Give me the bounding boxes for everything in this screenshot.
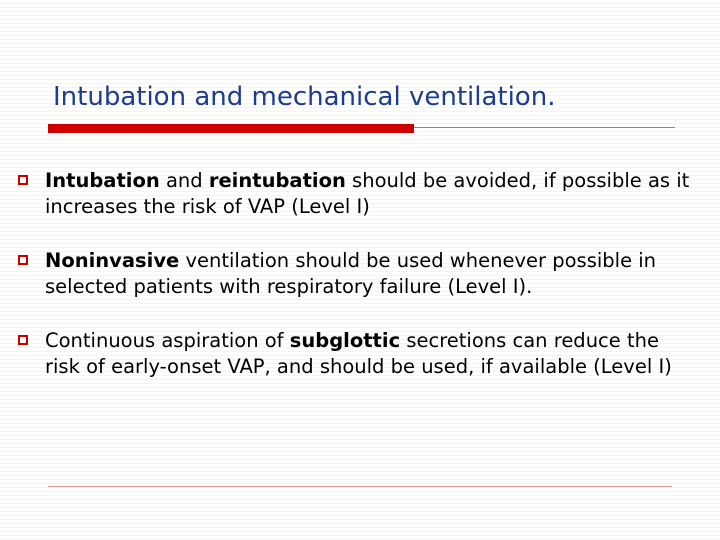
square-bullet-icon	[18, 255, 28, 265]
bullet-text-segment: and	[159, 169, 209, 192]
bullet-text-segment: Continuous aspiration of	[45, 329, 290, 352]
bullet-text-segment: reintubation	[208, 169, 346, 192]
bullet-text-segment: ventilation should be used whenever possible in selected patients with respiratory failure (Level I).	[45, 249, 657, 298]
slide-title: Intubation and mechanical ventilation.	[53, 82, 556, 112]
bullet-item	[18, 248, 698, 300]
bullet-text-segment: Intubation	[45, 169, 160, 192]
title-underline-red-bar	[48, 124, 414, 133]
square-bullet-icon	[18, 335, 28, 345]
bullet-text-segment: Noninvasive	[45, 249, 180, 272]
title-underline-thin-line	[414, 127, 675, 128]
footer-divider	[48, 486, 672, 487]
bullet-list	[18, 168, 698, 408]
title-underline	[48, 124, 675, 133]
bullet-text-segment: secretions can reduce the risk of early-onset VAP, and should be used, if available (Level I)	[45, 329, 672, 378]
bullet-item	[18, 168, 698, 220]
bullet-text-segment: should be avoided, if possible as it increases the risk of VAP (Level I)	[45, 169, 690, 218]
bullet-item	[18, 328, 698, 380]
bullet-text-segment: subglottic	[289, 329, 401, 352]
square-bullet-icon	[18, 175, 28, 185]
